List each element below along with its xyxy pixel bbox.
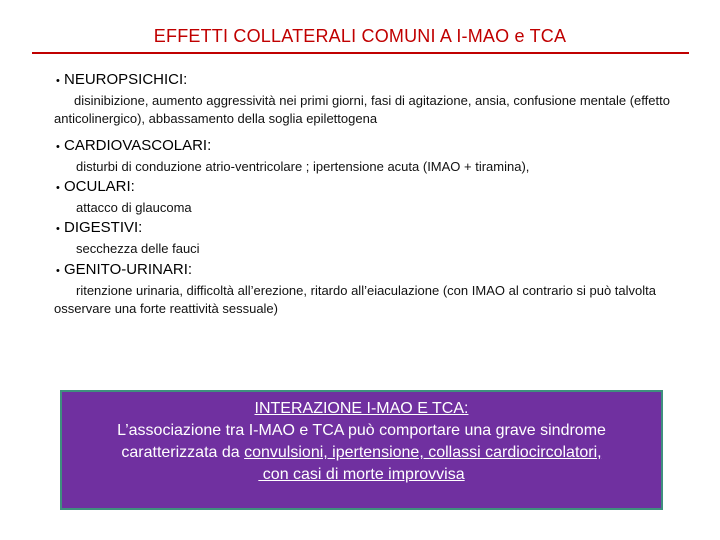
- section-neuropsichici: [56, 71, 696, 128]
- section-heading: [56, 261, 696, 280]
- callout-underlined-effects: convulsioni, ipertensione, collassi cardiocircolatori,: [244, 444, 602, 461]
- bullet-icon: •: [56, 141, 60, 153]
- section-oculari: [56, 178, 696, 217]
- callout-heading: INTERAZIONE I-MAO E TCA:: [254, 400, 469, 417]
- section-heading-label: OCULARI:: [64, 178, 135, 195]
- section-text: ritenzione urinaria, difficoltà all’erezione, ritardo all’eiaculazione (con IMAO al contrario si può talvolta osservare una forte reattività sessuale): [54, 283, 656, 316]
- section-heading-label: NEUROPSICHICI:: [64, 71, 188, 88]
- callout-line: L’associazione tra I-MAO e TCA può comportare una grave sindrome: [117, 422, 606, 439]
- section-heading: [56, 137, 696, 156]
- section-text: attacco di glaucoma: [76, 200, 192, 215]
- callout-line: [62, 442, 661, 464]
- section-heading-label: DIGESTIVI:: [64, 219, 143, 236]
- callout-line-prefix: caratterizzata da: [121, 444, 245, 461]
- section-heading: [56, 178, 696, 197]
- section-text: disturbi di conduzione atrio-ventricolare ; ipertensione acuta (IMAO + tiramina),: [76, 159, 530, 174]
- section-digestivi: [56, 219, 696, 258]
- bullet-icon: •: [56, 75, 60, 87]
- section-heading: [56, 71, 696, 90]
- bullet-icon: •: [56, 223, 60, 235]
- section-genito-urinari: [56, 261, 696, 318]
- section-cardiovascolari: [56, 137, 696, 176]
- slide-title: EFFETTI COLLATERALI COMUNI A I-MAO e TCA: [153, 26, 567, 46]
- callout-line: [62, 464, 661, 486]
- callout-sudden-death: con casi di morte improvvisa: [258, 466, 465, 483]
- section-heading: [56, 219, 696, 238]
- bullet-icon: •: [56, 265, 60, 277]
- bullet-icon: •: [56, 182, 60, 194]
- section-text: disinibizione, aumento aggressività nei primi giorni, fasi di agitazione, ansia, confusione mentale (effetto anticolinergico), abbassamento della soglia epilettogena: [54, 93, 670, 126]
- section-heading-label: GENITO-URINARI:: [64, 261, 193, 278]
- interaction-callout-box: [60, 390, 663, 510]
- section-text: secchezza delle fauci: [76, 241, 200, 256]
- section-heading-label: CARDIOVASCOLARI:: [64, 137, 212, 154]
- title-underline-rule: [32, 52, 689, 54]
